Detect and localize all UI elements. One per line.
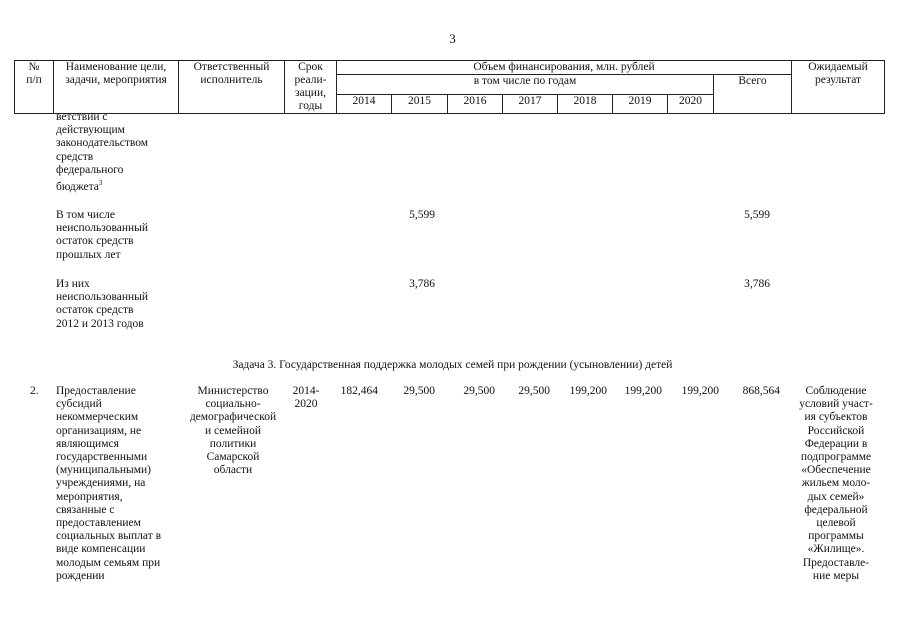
header-num: № п/п bbox=[15, 61, 54, 114]
header-year: 2015 bbox=[392, 94, 448, 114]
header-name: Наименование цели, задачи, мероприятия bbox=[54, 61, 179, 114]
header-year: 2017 bbox=[503, 94, 558, 114]
including-2015-value: 5,599 bbox=[409, 209, 435, 221]
task-3-title: Задача 3. Государственная поддержка молодых семей при рождении (усыновлении) детей bbox=[232, 359, 673, 371]
header-year: 2018 bbox=[558, 94, 613, 114]
row-2-number: 2. bbox=[30, 385, 39, 397]
header-funding: Объем финансирования, млн. рублей bbox=[337, 61, 792, 75]
header-by-years: в том числе по годам bbox=[337, 75, 714, 95]
table-header bbox=[14, 60, 885, 114]
row-2-value-2015: 29,500 bbox=[403, 385, 435, 397]
row-2-result: Соблюдение условий участ- ия субъектов Российской Федерации в подпрограмме «Обеспечение жильем моло- дых семей» федеральной целевой программы «Жилище». Предоставле- ние меры bbox=[799, 385, 873, 582]
header-result: Ожидаемый результат bbox=[792, 61, 885, 114]
header-executor: Ответственный исполнитель bbox=[179, 61, 285, 114]
including-text: В том числе неиспользованный остаток средств прошлых лет bbox=[56, 209, 149, 261]
page-number: 3 bbox=[449, 31, 456, 46]
footnote-mark: 3 bbox=[98, 179, 103, 188]
header-year: 2019 bbox=[613, 94, 668, 114]
row-2-executor: Министерство социально- демографической и семейной политики Самарской области bbox=[189, 385, 277, 477]
row-2-value-2019: 199,200 bbox=[624, 385, 662, 397]
of-them-total-value: 3,786 bbox=[744, 278, 770, 290]
of-them-text: Из них неиспользованный остаток средств 2012 и 2013 годов bbox=[56, 278, 149, 330]
continuation-text: ветствии с действующим законодательством средств федерального бюджета$^3$ bbox=[56, 111, 149, 193]
row-2-total: 868,564 bbox=[742, 385, 780, 397]
including-total-value: 5,599 bbox=[744, 209, 770, 221]
header-total: Всего bbox=[714, 75, 792, 114]
row-2-value-2018: 199,200 bbox=[569, 385, 607, 397]
header-year: 2020 bbox=[668, 94, 714, 114]
row-2-value-2017: 29,500 bbox=[518, 385, 550, 397]
row-2-name: Предоставление субсидий некоммерческим организациям, не являющимся государственными (муниципальными) учреждениями, на мероприятия, связанные с предоставлением социальных выплат в виде компенсации молодым семьям при рождении bbox=[56, 385, 162, 582]
row-2-value-2016: 29,500 bbox=[463, 385, 495, 397]
row-2-value-2020: 199,200 bbox=[681, 385, 719, 397]
of-them-2015-value: 3,786 bbox=[409, 278, 435, 290]
row-2-term: 2014- 2020 bbox=[292, 385, 320, 411]
header-year: 2014 bbox=[337, 94, 392, 114]
header-term: Срок реали- зации, годы bbox=[285, 61, 337, 114]
header-year: 2016 bbox=[448, 94, 503, 114]
row-2-value-2014: 182,464 bbox=[340, 385, 378, 397]
